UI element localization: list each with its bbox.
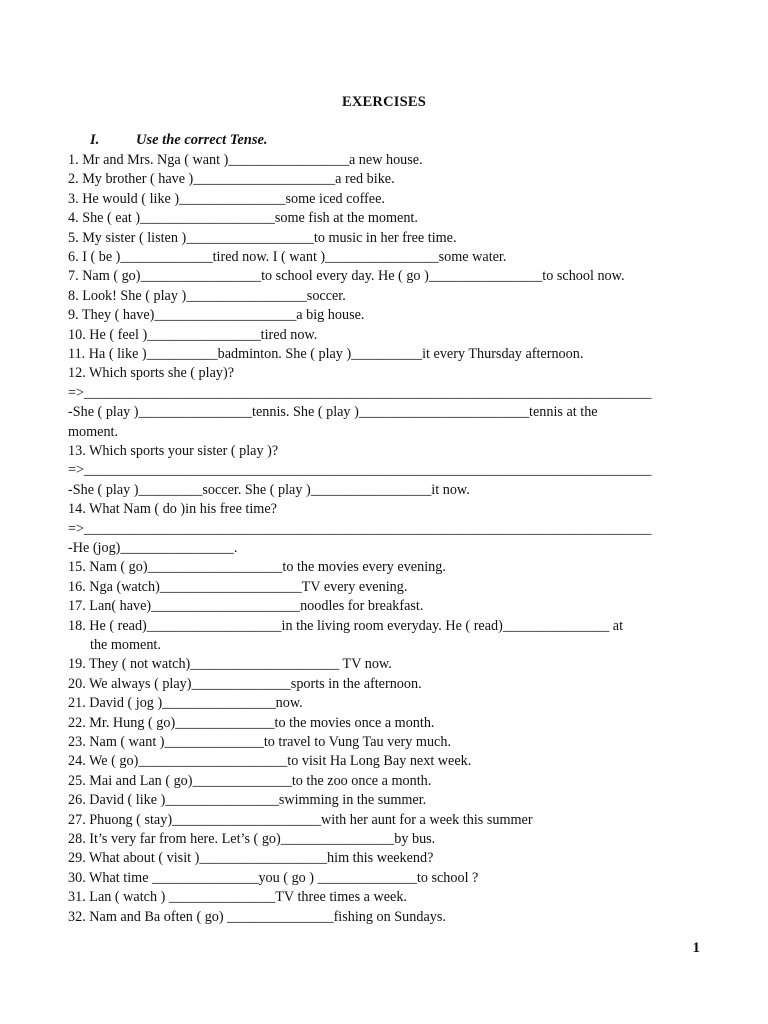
exercise-line: -He (jog)________________. [68, 540, 238, 556]
exercise-line: 22. Mr. Hung ( go)______________to the movies once a month. [68, 714, 435, 731]
exercise-line: =>________________________________________________________________________________ [68, 384, 652, 401]
exercise-line: 5. My sister ( listen )__________________to music in her free time. [68, 229, 457, 246]
exercise-line: -She ( play )________________tennis. She ( play )________________________tennis at the [68, 404, 598, 421]
exercise-line: 13. Which sports your sister ( play )? [68, 443, 279, 459]
page-number: 1 [692, 940, 700, 956]
exercise-line: 24. We ( go)_____________________to visit Ha Long Bay next week. [68, 753, 472, 770]
exercise-line: =>________________________________________________________________________________ [68, 462, 652, 479]
exercise-line: 9. They ( have)____________________a big house. [68, 307, 365, 324]
section-title: Use the correct Tense. [136, 132, 268, 148]
exercise-line: 11. Ha ( like )__________badminton. She ( play )__________it every Thursday afternoon. [68, 346, 584, 362]
exercise-line: 10. He ( feel )________________tired now. [68, 326, 318, 343]
exercise-line: 25. Mai and Lan ( go)______________to the zoo once a month. [68, 772, 432, 789]
exercise-line: 15. Nam ( go)___________________to the movies every evening. [68, 559, 446, 576]
exercise-line: -She ( play )_________soccer. She ( play )_________________it now. [68, 481, 470, 498]
exercise-line: 20. We always ( play)______________sports in the afternoon. [68, 675, 422, 692]
exercise-line: 4. She ( eat )___________________some fish at the moment. [68, 210, 418, 227]
exercise-line: moment. [68, 423, 119, 440]
exercise-line: 6. I ( be )_____________tired now. I ( want )________________some water. [68, 249, 507, 265]
exercise-line: 7. Nam ( go)_________________to school every day. He ( go )________________to school now. [68, 268, 625, 285]
exercise-line: 1. Mr and Mrs. Nga ( want )_________________a new house. [68, 152, 423, 168]
exercise-line: =>________________________________________________________________________________ [68, 520, 652, 537]
exercise-line: 26. David ( like )________________swimming in the summer. [68, 792, 427, 809]
exercise-line: 27. Phuong ( stay)_____________________with her aunt for a week this summer [68, 811, 533, 828]
exercise-line: 30. What time _______________you ( go ) ______________to school ? [68, 869, 479, 886]
exercise-line: 29. What about ( visit )__________________him this weekend? [68, 850, 434, 867]
section-heading [90, 132, 268, 149]
exercise-line: 2. My brother ( have )____________________a red bike. [68, 171, 395, 188]
exercise-line: 3. He would ( like )_______________some iced coffee. [68, 190, 385, 207]
exercise-line: 8. Look! She ( play )_________________soccer. [68, 287, 346, 304]
exercise-line: 19. They ( not watch)_____________________ TV now. [68, 656, 392, 673]
exercise-line: 17. Lan( have)_____________________noodles for breakfast. [68, 598, 424, 615]
section-number: I. [90, 132, 100, 148]
exercise-line: the moment. [90, 637, 161, 653]
exercise-line: 31. Lan ( watch ) _______________TV three times a week. [68, 889, 407, 906]
exercise-line: 12. Which sports she ( play)? [68, 365, 235, 382]
exercise-line: 23. Nam ( want )______________to travel to Vung Tau very much. [68, 734, 451, 750]
exercise-line: 16. Nga (watch)____________________TV every evening. [68, 578, 408, 595]
exercise-line: 32. Nam and Ba often ( go) _______________fishing on Sundays. [68, 908, 446, 925]
exercise-line: 21. David ( jog )________________now. [68, 695, 303, 712]
exercise-line: 18. He ( read)___________________in the living room everyday. He ( read)_______________ at [68, 617, 624, 634]
exercise-line: 14. What Nam ( do )in his free time? [68, 501, 277, 518]
page-title: EXERCISES [342, 94, 426, 110]
exercise-line: 28. It’s very far from here. Let’s ( go)________________by bus. [68, 831, 436, 847]
